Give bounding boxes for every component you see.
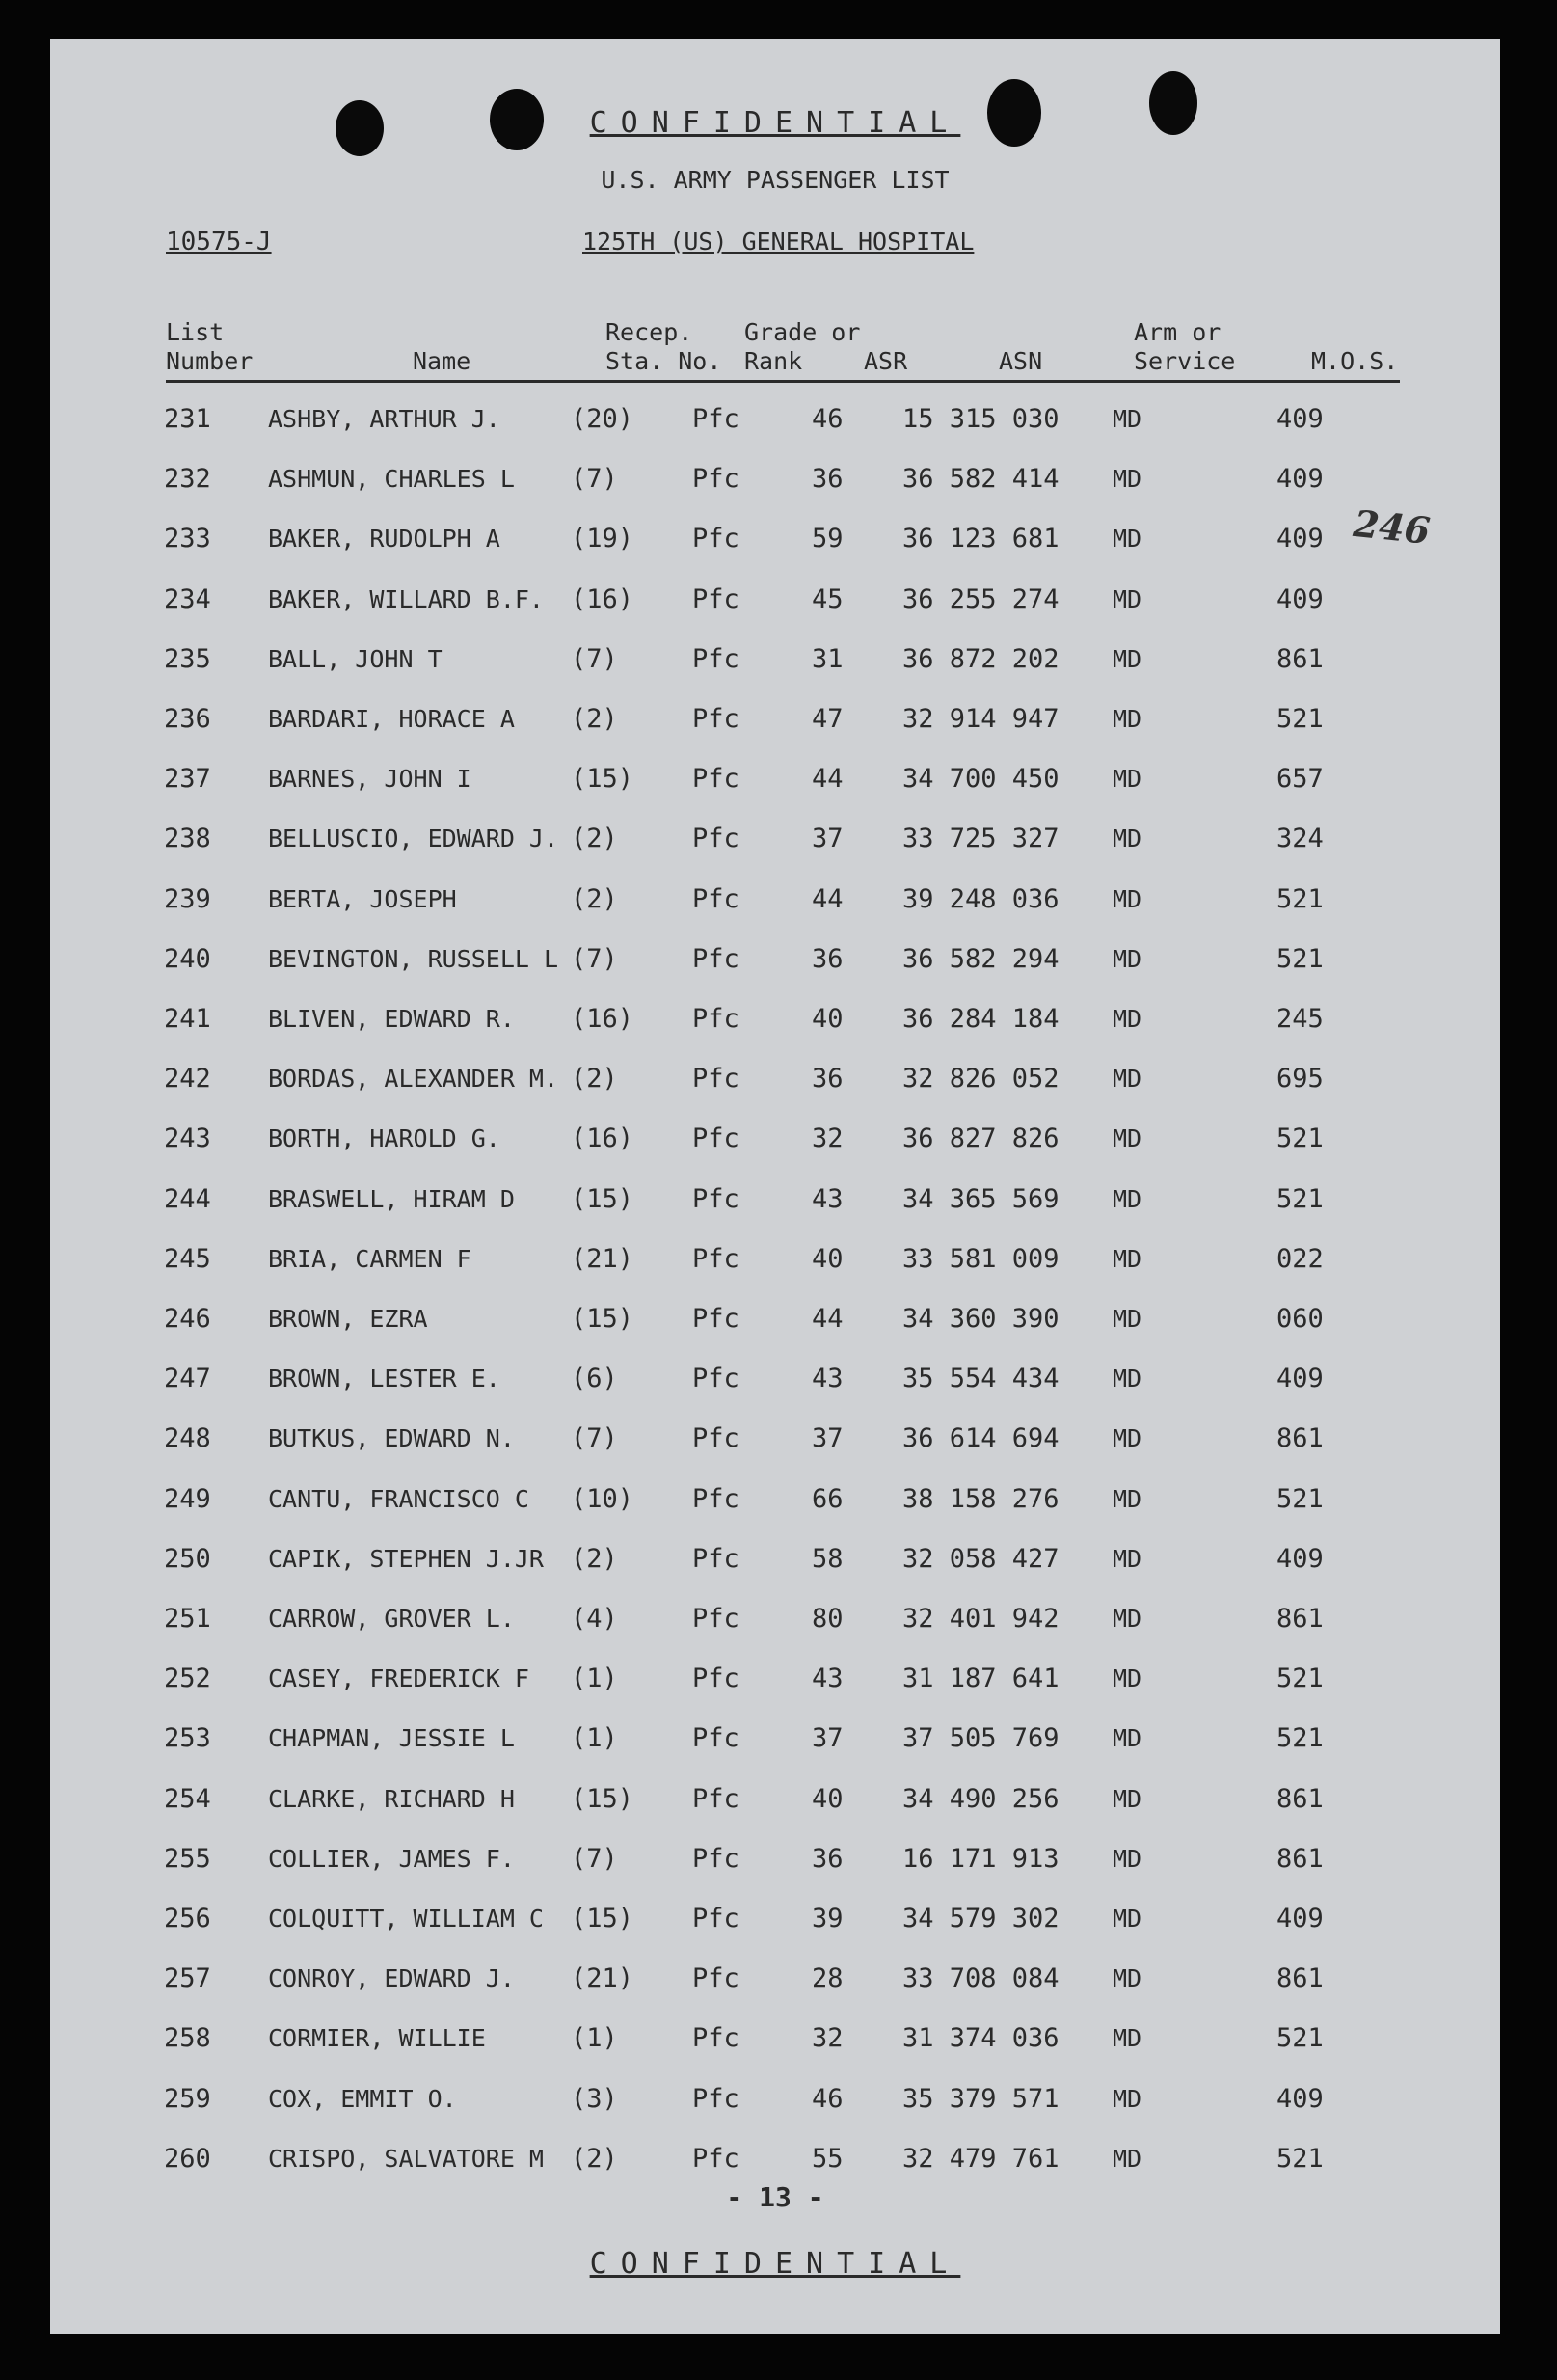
asn-cell: 33 725 327 bbox=[902, 824, 1060, 854]
mos-cell: 861 bbox=[1276, 1963, 1324, 1994]
grade-cell: Pfc bbox=[692, 1423, 739, 1454]
list-number-cell: 250 bbox=[164, 1543, 211, 1574]
name-cell: BROWN, LESTER E. bbox=[268, 1365, 500, 1393]
list-number-cell: 256 bbox=[164, 1904, 211, 1934]
asr-cell: 55 bbox=[812, 2143, 844, 2174]
grade-cell: Pfc bbox=[692, 2083, 739, 2114]
asr-cell: 44 bbox=[812, 1304, 844, 1334]
col-grade-rank: Grade or Rank bbox=[744, 318, 861, 375]
list-number-cell: 255 bbox=[164, 1843, 211, 1874]
table-row bbox=[50, 460, 1500, 499]
list-number-cell: 251 bbox=[164, 1604, 211, 1634]
reception-station-cell: (15) bbox=[571, 1904, 634, 1934]
asr-cell: 43 bbox=[812, 1663, 844, 1694]
reception-station-cell: (7) bbox=[571, 643, 618, 674]
asr-cell: 40 bbox=[812, 1783, 844, 1814]
table-row bbox=[50, 1719, 1500, 1758]
asr-cell: 43 bbox=[812, 1183, 844, 1214]
reception-station-cell: (1) bbox=[571, 1723, 618, 1754]
name-cell: BUTKUS, EDWARD N. bbox=[268, 1424, 515, 1453]
table-row bbox=[50, 760, 1500, 798]
asr-cell: 28 bbox=[812, 1963, 844, 1994]
table-row bbox=[50, 1060, 1500, 1098]
grade-cell: Pfc bbox=[692, 1543, 739, 1574]
arm-service-cell: MD bbox=[1113, 1124, 1142, 1153]
grade-cell: Pfc bbox=[692, 464, 739, 495]
table-row bbox=[50, 1960, 1500, 1998]
col-recep-station: Recep. Sta. No. bbox=[605, 318, 722, 375]
asn-cell: 36 872 202 bbox=[902, 643, 1060, 674]
list-number-cell: 258 bbox=[164, 2023, 211, 2054]
list-number-cell: 233 bbox=[164, 524, 211, 554]
grade-cell: Pfc bbox=[692, 583, 739, 614]
arm-service-cell: MD bbox=[1113, 1005, 1142, 1033]
table-row bbox=[50, 1360, 1500, 1398]
page-number: - 13 - bbox=[726, 2181, 824, 2213]
table-row bbox=[50, 1900, 1500, 1938]
asn-cell: 34 700 450 bbox=[902, 764, 1060, 795]
table-row bbox=[50, 1600, 1500, 1638]
mos-cell: 521 bbox=[1276, 2143, 1324, 2174]
list-number-cell: 232 bbox=[164, 464, 211, 495]
asr-cell: 44 bbox=[812, 764, 844, 795]
col-list-number: List Number bbox=[166, 318, 254, 375]
grade-cell: Pfc bbox=[692, 1783, 739, 1814]
mos-cell: 521 bbox=[1276, 1483, 1324, 1514]
table-row bbox=[50, 1420, 1500, 1458]
asr-cell: 37 bbox=[812, 824, 844, 854]
mos-cell: 022 bbox=[1276, 1243, 1324, 1274]
reception-station-cell: (2) bbox=[571, 1064, 618, 1095]
mos-cell: 521 bbox=[1276, 1183, 1324, 1214]
asn-cell: 36 255 274 bbox=[902, 583, 1060, 614]
table-row bbox=[50, 2019, 1500, 2058]
table-row bbox=[50, 1660, 1500, 1698]
list-id: 10575-J bbox=[166, 228, 272, 257]
mos-cell: 521 bbox=[1276, 1663, 1324, 1694]
mos-cell: 861 bbox=[1276, 1843, 1324, 1874]
asr-cell: 39 bbox=[812, 1904, 844, 1934]
handwritten-annotation: 246 bbox=[1351, 500, 1433, 554]
reception-station-cell: (6) bbox=[571, 1364, 618, 1394]
reception-station-cell: (1) bbox=[571, 1663, 618, 1694]
name-cell: BRIA, CARMEN F bbox=[268, 1244, 471, 1273]
asr-cell: 36 bbox=[812, 464, 844, 495]
name-cell: BRASWELL, HIRAM D bbox=[268, 1184, 515, 1213]
list-number-cell: 234 bbox=[164, 583, 211, 614]
asr-cell: 46 bbox=[812, 404, 844, 434]
asr-cell: 66 bbox=[812, 1483, 844, 1514]
mos-cell: 521 bbox=[1276, 1123, 1324, 1154]
col-arm-service: Arm or Service bbox=[1134, 318, 1236, 375]
asn-cell: 36 827 826 bbox=[902, 1123, 1060, 1154]
classification-footer: CONFIDENTIAL bbox=[589, 2247, 961, 2281]
name-cell: CHAPMAN, JESSIE L bbox=[268, 1724, 515, 1753]
arm-service-cell: MD bbox=[1113, 1184, 1142, 1213]
asr-cell: 47 bbox=[812, 704, 844, 734]
asn-cell: 36 123 681 bbox=[902, 524, 1060, 554]
grade-cell: Pfc bbox=[692, 1663, 739, 1694]
asr-cell: 36 bbox=[812, 943, 844, 974]
name-cell: BARNES, JOHN I bbox=[268, 765, 471, 794]
mos-cell: 409 bbox=[1276, 524, 1324, 554]
name-cell: CRISPO, SALVATORE M bbox=[268, 2144, 544, 2173]
mos-cell: 409 bbox=[1276, 1543, 1324, 1574]
table-row bbox=[50, 820, 1500, 858]
asn-cell: 37 505 769 bbox=[902, 1723, 1060, 1754]
name-cell: BAKER, WILLARD B.F. bbox=[268, 584, 544, 613]
reception-station-cell: (16) bbox=[571, 583, 634, 614]
asn-cell: 15 315 030 bbox=[902, 404, 1060, 434]
grade-cell: Pfc bbox=[692, 1243, 739, 1274]
grade-cell: Pfc bbox=[692, 1004, 739, 1034]
list-number-cell: 249 bbox=[164, 1483, 211, 1514]
reception-station-cell: (4) bbox=[571, 1604, 618, 1634]
col-name: Name bbox=[413, 347, 471, 375]
mos-cell: 409 bbox=[1276, 1364, 1324, 1394]
table-row bbox=[50, 1540, 1500, 1579]
asn-cell: 35 554 434 bbox=[902, 1364, 1060, 1394]
asn-cell: 34 579 302 bbox=[902, 1904, 1060, 1934]
name-cell: BORDAS, ALEXANDER M. bbox=[268, 1065, 559, 1094]
asn-cell: 34 490 256 bbox=[902, 1783, 1060, 1814]
asn-cell: 36 614 694 bbox=[902, 1423, 1060, 1454]
grade-cell: Pfc bbox=[692, 1183, 739, 1214]
arm-service-cell: MD bbox=[1113, 944, 1142, 973]
grade-cell: Pfc bbox=[692, 2143, 739, 2174]
list-number-cell: 240 bbox=[164, 943, 211, 974]
arm-service-cell: MD bbox=[1113, 765, 1142, 794]
asn-cell: 32 826 052 bbox=[902, 1064, 1060, 1095]
arm-service-cell: MD bbox=[1113, 1964, 1142, 1993]
asn-cell: 36 582 414 bbox=[902, 464, 1060, 495]
table-row bbox=[50, 1300, 1500, 1339]
mos-cell: 521 bbox=[1276, 1723, 1324, 1754]
arm-service-cell: MD bbox=[1113, 2144, 1142, 2173]
arm-service-cell: MD bbox=[1113, 1424, 1142, 1453]
mos-cell: 861 bbox=[1276, 1783, 1324, 1814]
reception-station-cell: (2) bbox=[571, 704, 618, 734]
reception-station-cell: (19) bbox=[571, 524, 634, 554]
mos-cell: 657 bbox=[1276, 764, 1324, 795]
arm-service-cell: MD bbox=[1113, 1544, 1142, 1573]
grade-cell: Pfc bbox=[692, 1483, 739, 1514]
arm-service-cell: MD bbox=[1113, 1724, 1142, 1753]
table-row bbox=[50, 400, 1500, 439]
name-cell: BEVINGTON, RUSSELL L bbox=[268, 944, 559, 973]
table-row bbox=[50, 1240, 1500, 1279]
mos-cell: 861 bbox=[1276, 1604, 1324, 1634]
arm-service-cell: MD bbox=[1113, 584, 1142, 613]
arm-service-cell: MD bbox=[1113, 825, 1142, 853]
list-number-cell: 259 bbox=[164, 2083, 211, 2114]
asn-cell: 31 374 036 bbox=[902, 2023, 1060, 2054]
asr-cell: 40 bbox=[812, 1243, 844, 1274]
asn-cell: 32 401 942 bbox=[902, 1604, 1060, 1634]
arm-service-cell: MD bbox=[1113, 1664, 1142, 1693]
arm-service-cell: MD bbox=[1113, 525, 1142, 554]
arm-service-cell: MD bbox=[1113, 705, 1142, 733]
asr-cell: 40 bbox=[812, 1004, 844, 1034]
reception-station-cell: (2) bbox=[571, 824, 618, 854]
table-row bbox=[50, 700, 1500, 739]
asr-cell: 59 bbox=[812, 524, 844, 554]
reception-station-cell: (1) bbox=[571, 2023, 618, 2054]
list-number-cell: 247 bbox=[164, 1364, 211, 1394]
reception-station-cell: (3) bbox=[571, 2083, 618, 2114]
mos-cell: 409 bbox=[1276, 404, 1324, 434]
reception-station-cell: (21) bbox=[571, 1243, 634, 1274]
asn-cell: 34 360 390 bbox=[902, 1304, 1060, 1334]
mos-cell: 245 bbox=[1276, 1004, 1324, 1034]
list-number-cell: 248 bbox=[164, 1423, 211, 1454]
asn-cell: 39 248 036 bbox=[902, 883, 1060, 914]
grade-cell: Pfc bbox=[692, 1064, 739, 1095]
name-cell: BLIVEN, EDWARD R. bbox=[268, 1005, 515, 1033]
grade-cell: Pfc bbox=[692, 1843, 739, 1874]
reception-station-cell: (21) bbox=[571, 1963, 634, 1994]
table-row bbox=[50, 1120, 1500, 1158]
list-number-cell: 254 bbox=[164, 1783, 211, 1814]
name-cell: COX, EMMIT O. bbox=[268, 2084, 457, 2113]
arm-service-cell: MD bbox=[1113, 465, 1142, 494]
name-cell: BROWN, EZRA bbox=[268, 1305, 428, 1333]
list-number-cell: 236 bbox=[164, 704, 211, 734]
asr-cell: 32 bbox=[812, 2023, 844, 2054]
reception-station-cell: (16) bbox=[571, 1004, 634, 1034]
reception-station-cell: (16) bbox=[571, 1123, 634, 1154]
asn-cell: 36 582 294 bbox=[902, 943, 1060, 974]
table-header bbox=[166, 316, 1400, 383]
name-cell: CASEY, FREDERICK F bbox=[268, 1664, 529, 1693]
arm-service-cell: MD bbox=[1113, 884, 1142, 913]
asn-cell: 33 708 084 bbox=[902, 1963, 1060, 1994]
list-number-cell: 235 bbox=[164, 643, 211, 674]
mos-cell: 521 bbox=[1276, 883, 1324, 914]
reception-station-cell: (10) bbox=[571, 1483, 634, 1514]
list-number-cell: 243 bbox=[164, 1123, 211, 1154]
grade-cell: Pfc bbox=[692, 2023, 739, 2054]
name-cell: BARDARI, HORACE A bbox=[268, 705, 515, 733]
asr-cell: 37 bbox=[812, 1423, 844, 1454]
asr-cell: 31 bbox=[812, 643, 844, 674]
name-cell: BAKER, RUDOLPH A bbox=[268, 525, 500, 554]
asr-cell: 36 bbox=[812, 1843, 844, 1874]
col-asr: ASR bbox=[864, 347, 908, 375]
arm-service-cell: MD bbox=[1113, 1365, 1142, 1393]
list-number-cell: 238 bbox=[164, 824, 211, 854]
name-cell: COLLIER, JAMES F. bbox=[268, 1844, 515, 1873]
arm-service-cell: MD bbox=[1113, 1305, 1142, 1333]
table-row bbox=[50, 1180, 1500, 1219]
mos-cell: 409 bbox=[1276, 583, 1324, 614]
arm-service-cell: MD bbox=[1113, 1065, 1142, 1094]
table-row bbox=[50, 2080, 1500, 2119]
reception-station-cell: (20) bbox=[571, 404, 634, 434]
reception-station-cell: (7) bbox=[571, 464, 618, 495]
mos-cell: 060 bbox=[1276, 1304, 1324, 1334]
name-cell: ASHMUN, CHARLES L bbox=[268, 465, 515, 494]
list-title: U.S. ARMY PASSENGER LIST bbox=[601, 166, 950, 194]
grade-cell: Pfc bbox=[692, 1723, 739, 1754]
mos-cell: 409 bbox=[1276, 2083, 1324, 2114]
asr-cell: 36 bbox=[812, 1064, 844, 1095]
name-cell: CARROW, GROVER L. bbox=[268, 1605, 515, 1633]
reception-station-cell: (2) bbox=[571, 1543, 618, 1574]
reception-station-cell: (2) bbox=[571, 2143, 618, 2174]
reception-station-cell: (15) bbox=[571, 1783, 634, 1814]
table-row bbox=[50, 880, 1500, 919]
arm-service-cell: MD bbox=[1113, 1784, 1142, 1813]
mos-cell: 521 bbox=[1276, 704, 1324, 734]
mos-cell: 409 bbox=[1276, 464, 1324, 495]
asn-cell: 31 187 641 bbox=[902, 1663, 1060, 1694]
name-cell: COLQUITT, WILLIAM C bbox=[268, 1905, 544, 1933]
asr-cell: 37 bbox=[812, 1723, 844, 1754]
list-number-cell: 246 bbox=[164, 1304, 211, 1334]
asn-cell: 16 171 913 bbox=[902, 1843, 1060, 1874]
list-number-cell: 244 bbox=[164, 1183, 211, 1214]
reception-station-cell: (15) bbox=[571, 1183, 634, 1214]
grade-cell: Pfc bbox=[692, 1904, 739, 1934]
name-cell: BALL, JOHN T bbox=[268, 644, 443, 673]
list-number-cell: 252 bbox=[164, 1663, 211, 1694]
table-row bbox=[50, 1480, 1500, 1519]
document-page bbox=[50, 39, 1500, 2334]
asn-cell: 32 058 427 bbox=[902, 1543, 1060, 1574]
asn-cell: 33 581 009 bbox=[902, 1243, 1060, 1274]
name-cell: BELLUSCIO, EDWARD J. bbox=[268, 825, 559, 853]
grade-cell: Pfc bbox=[692, 643, 739, 674]
name-cell: BORTH, HAROLD G. bbox=[268, 1124, 500, 1153]
reception-station-cell: (7) bbox=[571, 943, 618, 974]
list-number-cell: 242 bbox=[164, 1064, 211, 1095]
grade-cell: Pfc bbox=[692, 883, 739, 914]
name-cell: ASHBY, ARTHUR J. bbox=[268, 405, 500, 433]
table-row bbox=[50, 581, 1500, 619]
mos-cell: 324 bbox=[1276, 824, 1324, 854]
table-row bbox=[50, 1840, 1500, 1879]
list-number-cell: 241 bbox=[164, 1004, 211, 1034]
col-asn: ASN bbox=[999, 347, 1043, 375]
name-cell: CANTU, FRANCISCO C bbox=[268, 1484, 529, 1513]
table-row bbox=[50, 940, 1500, 979]
list-number-cell: 260 bbox=[164, 2143, 211, 2174]
arm-service-cell: MD bbox=[1113, 2084, 1142, 2113]
arm-service-cell: MD bbox=[1113, 1905, 1142, 1933]
grade-cell: Pfc bbox=[692, 824, 739, 854]
arm-service-cell: MD bbox=[1113, 405, 1142, 433]
grade-cell: Pfc bbox=[692, 1304, 739, 1334]
table-row bbox=[50, 1780, 1500, 1819]
table-row bbox=[50, 1000, 1500, 1039]
arm-service-cell: MD bbox=[1113, 1844, 1142, 1873]
mos-cell: 695 bbox=[1276, 1064, 1324, 1095]
reception-station-cell: (2) bbox=[571, 883, 618, 914]
grade-cell: Pfc bbox=[692, 1604, 739, 1634]
arm-service-cell: MD bbox=[1113, 2024, 1142, 2053]
asn-cell: 35 379 571 bbox=[902, 2083, 1060, 2114]
asn-cell: 34 365 569 bbox=[902, 1183, 1060, 1214]
grade-cell: Pfc bbox=[692, 524, 739, 554]
asn-cell: 36 284 184 bbox=[902, 1004, 1060, 1034]
list-number-cell: 245 bbox=[164, 1243, 211, 1274]
reception-station-cell: (15) bbox=[571, 764, 634, 795]
asr-cell: 45 bbox=[812, 583, 844, 614]
classification-header: CONFIDENTIAL bbox=[589, 106, 961, 140]
reception-station-cell: (7) bbox=[571, 1423, 618, 1454]
list-number-cell: 231 bbox=[164, 404, 211, 434]
asr-cell: 32 bbox=[812, 1123, 844, 1154]
asn-cell: 38 158 276 bbox=[902, 1483, 1060, 1514]
table-row bbox=[50, 640, 1500, 679]
grade-cell: Pfc bbox=[692, 404, 739, 434]
col-mos: M.O.S. bbox=[1311, 347, 1399, 375]
mos-cell: 409 bbox=[1276, 1904, 1324, 1934]
arm-service-cell: MD bbox=[1113, 1244, 1142, 1273]
grade-cell: Pfc bbox=[692, 943, 739, 974]
mos-cell: 861 bbox=[1276, 643, 1324, 674]
arm-service-cell: MD bbox=[1113, 644, 1142, 673]
grade-cell: Pfc bbox=[692, 1123, 739, 1154]
asr-cell: 44 bbox=[812, 883, 844, 914]
asn-cell: 32 479 761 bbox=[902, 2143, 1060, 2174]
asr-cell: 46 bbox=[812, 2083, 844, 2114]
name-cell: CONROY, EDWARD J. bbox=[268, 1964, 515, 1993]
name-cell: CORMIER, WILLIE bbox=[268, 2024, 486, 2053]
arm-service-cell: MD bbox=[1113, 1605, 1142, 1633]
asn-cell: 32 914 947 bbox=[902, 704, 1060, 734]
mos-cell: 521 bbox=[1276, 943, 1324, 974]
asr-cell: 43 bbox=[812, 1364, 844, 1394]
list-number-cell: 257 bbox=[164, 1963, 211, 1994]
name-cell: BERTA, JOSEPH bbox=[268, 884, 457, 913]
name-cell: CAPIK, STEPHEN J.JR bbox=[268, 1544, 544, 1573]
list-number-cell: 237 bbox=[164, 764, 211, 795]
asr-cell: 80 bbox=[812, 1604, 844, 1634]
arm-service-cell: MD bbox=[1113, 1484, 1142, 1513]
grade-cell: Pfc bbox=[692, 1364, 739, 1394]
mos-cell: 521 bbox=[1276, 2023, 1324, 2054]
grade-cell: Pfc bbox=[692, 704, 739, 734]
table-row bbox=[50, 2140, 1500, 2178]
table-row bbox=[50, 520, 1500, 558]
grade-cell: Pfc bbox=[692, 764, 739, 795]
grade-cell: Pfc bbox=[692, 1963, 739, 1994]
reception-station-cell: (7) bbox=[571, 1843, 618, 1874]
reception-station-cell: (15) bbox=[571, 1304, 634, 1334]
mos-cell: 861 bbox=[1276, 1423, 1324, 1454]
list-number-cell: 253 bbox=[164, 1723, 211, 1754]
asr-cell: 58 bbox=[812, 1543, 844, 1574]
list-number-cell: 239 bbox=[164, 883, 211, 914]
unit-name: 125TH (US) GENERAL HOSPITAL bbox=[582, 228, 975, 256]
name-cell: CLARKE, RICHARD H bbox=[268, 1784, 515, 1813]
